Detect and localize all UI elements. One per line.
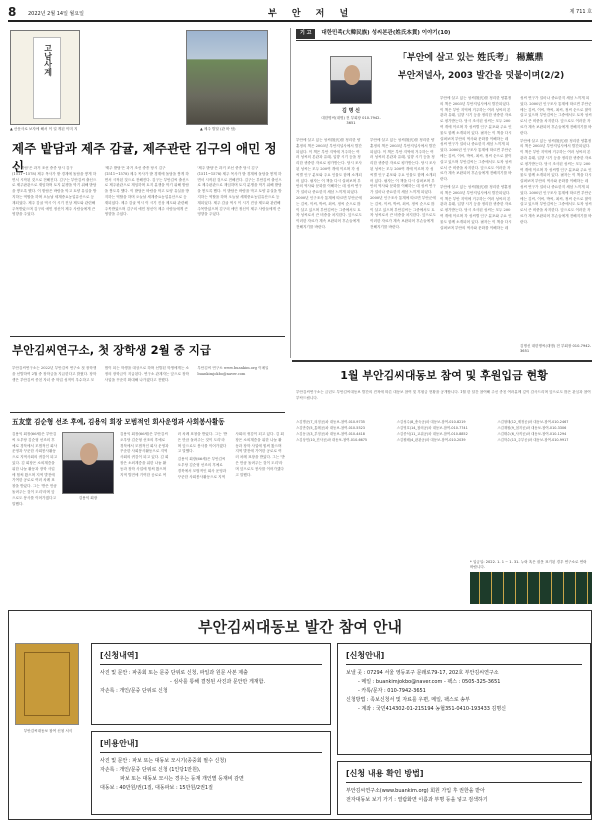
story1-title: 제주 밭담과 제주 감귤, 제주관란 김구의 애민 정신: [12, 141, 277, 175]
list-item: 스김형태(12_제정공)파 대동보-참여-010-2467: [497, 420, 569, 424]
book-title: 고남사계: [43, 44, 54, 76]
issue-date: 2022년 2월 14일 월요일: [28, 11, 85, 17]
column-body-left: 부안에 살고 있는 성씨(姓氏)를 정리한 양훈정의 책은 2003년 부안저널사에서 발간되었다. 이 책은 부안 지역에 거주하는 여러 성씨의 본관과 유래, 입향 시기 등을 정리한 귀중한 자료로 평가받는다. 당시 조사된 성씨는 모두 200여 개에 이르며 각 성씨별 인구 분포와 주요 인물도 함께 소개되어 있다. 필자는 이 책을 다시 살펴보며 부안의 역사와 문화를 이해하는 데 성씨 연구가 얼마나 중요한지 새삼 느끼게 되었다. 2000년 인구조사 통계에 따르면 부안군에는 김씨, 이씨, 박씨, 최씨, 정씨 순으로 많이 살고 있으며 부안김씨는 그중에서도 토착 성씨로서 큰 비중을 차지한다. 앞으로도 이러한 자료가 계속 보완되어 후손들에게 전해지기를 바란다. 부안에 살고 있는 성씨(姓氏)를 정리한 양훈정의 책은 2003년 부안저널사에서 발간되었다. 이 책은 부안 지역에 거주하는 여러 성씨의 본관과 유래, 입향 시기 등을 정리한 귀중한 자료로 평가받는다. 당시 조사된 성씨는 모두 200여 개에 이르며 각 성씨별 인구 분포와 주요 인물도 함께 소개되어 있다. 필자는 이 책을 다시 살펴보며 부안의 역사와 문화를 이해하는 데 성씨 연구가 얼마나 중요한지 새삼 느끼게 되었다. 2000년 인구조사 통계에 따르면 부안군에는 김씨, 이씨, 박씨, 최씨, 정씨 순으로 많이 살고 있으며 부안김씨는 그중에서도 토착 성씨로서 큰 비중을 차지한다. 앞으로도 이러한 자료가 계속 보완되어 후손들에게 전해지기를 바란다.: [296, 138, 436, 229]
divider: [292, 360, 592, 362]
cost-heading: [비용안내]: [100, 738, 322, 753]
ad-title: 부안김씨대동보 발간 참여 안내: [197, 618, 403, 636]
column-title: [398, 52, 588, 83]
photo-caption-1: ▲ 산문사로 보자에 해서 이 얼 게된 이미 지: [10, 127, 78, 131]
column-divider: [290, 28, 291, 358]
list-item: 스김태수(6_사직공)파 대동보-참여-010-1294: [497, 431, 567, 436]
story2-body: 부안김씨연구소는 2022년 부안김씨 연구소 첫 장학생을 선발하여 2월 중 장학금을 지급한다고 밝혔다. 장학생은 부안김씨 종친 자녀 중 학업 성적이 우수하고 모범이 되는 학생을 대상으로 하며 선발된 학생에게는 소정의 장학금이 지급된다. 연구소 관계자는 앞으로 장학 사업을 꾸준히 확대해 나가겠다고 전했다. 부안김씨 연구소 www.buankim.org 이메일 buankimjokbo@naver.com: [12, 366, 269, 382]
column-footer: 김명신 대한명씨(대명) 전 부회장 010-7942-3651: [520, 344, 592, 354]
photo-caption-2: ▲ 제주 발달 (관 바 담): [200, 127, 236, 131]
stone-wall-photo: [186, 30, 268, 125]
list-item: 스김성수(8_충숙공)파 대동보-참여-010-8219: [396, 420, 466, 424]
issue-number: 제 711 호: [569, 9, 592, 16]
list-item: 스김원배(4_판관공)파 대동보-참여-010-2039: [396, 437, 466, 442]
story2-title: 부안김씨연구소, 첫 장학생 2월 중 지급: [12, 343, 212, 357]
column-series: 대한민족(大韓民族) 성씨본관(姓氏本貫) 이야기(10): [321, 30, 451, 37]
author-photo: [330, 56, 372, 104]
donation-intro: 부안김씨연구소는 금년도 부안김씨대동보 발간의 진척에 따른 대동보 참여 및 후원금 현황을 공개합니다. 1월 한 달간 참여해 주신 종친 여러분께 깊이 감사드리며 앞으로도 많은 관심과 참여 부탁드립니다.: [296, 390, 591, 400]
masthead: 부 안 저 널: [268, 9, 355, 19]
donation-title: 1월 부안김씨대동보 참여 및 후원입금 현황: [340, 369, 548, 382]
list-item: 스김학수(13_주부공)파 대동보-참여-010-9917: [497, 437, 569, 442]
list-item: 스김재원(9_첨지공)파 대동보-참여-010-3306: [497, 425, 567, 430]
office-box: [신청안내] 보낼 곳 : 07294 서울 영등포구 문래로79-17, 202호 부안김씨연구소 - 메일 : buankimjokbo@naver.com - 팩스 : 0505-325-3651 - 카톡/문자 : 010-7942-3651 신청방법 : 족보신청서 및 자료를 우편, 메일, 팩스로 송부 - 계좌 : 국민414302-01-215194 농협351-0410-193433 김명신: [337, 643, 591, 755]
column-title-2: 부안저널사, 2003 발간을 덧붙이며(2/2): [398, 71, 565, 82]
story1-body: '제주 밭담'은 과거 조선 중종 당시 김구(1511~1578) 제주 목사가 밭 경계에 돌담을 쌓게 하면서 시작된 것으로 전해진다. 김구는 부안김씨 출신으로 제주판관으로 재임하며 토지 분쟁을 막기 위해 밭담을 쌓도록 했다. 이 밭담은 바람을 막고 토양 유실을 방지하는 역할을 하며 오늘날 세계중요농업유산으로 등재되었다. 제주 감귤 역시 이 시기 진상 제도와 관련해 주목받았으며 김구의 애민 정신이 제주 사람들에게 큰 영향을 주었다. '제주 밭담'은 과거 조선 중종 당시 김구(1511~1578) 제주 목사가 밭 경계에 돌담을 쌓게 하면서 시작된 것으로 전해진다. 김구는 부안김씨 출신으로 제주판관으로 재임하며 토지 분쟁을 막기 위해 밭담을 쌓도록 했다. 이 밭담은 바람을 막고 토양 유실을 방지하는 역할을 하며 오늘날 세계중요농업유산으로 등재되었다. 제주 감귤 역시 이 시기 진상 제도와 관련해 주목받았으며 김구의 애민 정신이 제주 사람들에게 큰 영향을 주었다. '제주 밭담'은 과거 조선 중종 당시 김구(1511~1578) 제주 목사가 밭 경계에 돌담을 쌓게 하면서 시작된 것으로 전해진다. 김구는 부안김씨 출신으로 제주판관으로 재임하며 토지 분쟁을 막기 위해 밭담을 쌓도록 했다. 이 밭담은 바람을 막고 토양 유실을 방지하는 역할을 하며 오늘날 세계중요농업유산으로 등재되었다. 제주 감귤 역시 이 시기 진상 제도와 관련해 주목받았으며 김구의 애민 정신이 제주 사람들에게 큰 영향을 주었다.: [12, 166, 282, 217]
divider: [10, 336, 285, 337]
cost-box: [비용안내] 사진 및 문안 : 파보 또는 대동보 모시기(종중회 필수 신청) 자손록 : 개인/문중 단위로 신청 (1인당1만원), 파보 또는 대동보 모시는 경우는 등재 개인별 등재비 감면 대동보 : 40만원/권(1질, 대동파보 : 15만원/2권1질: [91, 731, 331, 815]
list-item: 스김동규(3_부정공)파 대동보-참여-010-4418: [296, 431, 365, 436]
column-tag: 기 고: [296, 29, 315, 38]
apply-box: [신청내역] 사진 및 문안 : 파종회 또는 문중 단위로 신청, 파일과 원문 사본 제출 - 심사를 통해 결정된 사진과 문안만 게재함. 자손록 : 개인/문중 단위로 신청: [91, 643, 331, 725]
portrait-photo: [62, 432, 114, 494]
story3-body-left: 김용익 회장(66세)은 부안김씨 오우당 김순형 선조의 후예로 경북에서 모범적인 회사 운영과 꾸준한 사회봉사활동으로 지역사회의 귀감이 되고 있다. 김 회장은 소외계층을 위한 나눔 활동과 장학 사업에 힘써 왔으며 지역 발전에 기여한 공로로 여러 차례 표창을 받았다. 그는 '받은 만큼 돌려주는 것이 도리'라며 앞으로도 봉사를 이어가겠다고 말했다.: [12, 432, 58, 506]
apply-heading: [신청내역]: [100, 650, 322, 665]
check-box: [신청 내용 확인 방법] 부안김씨연구소(www.buankim.org) 회원 가입 후 권한을 받아 전자대동보 보기 가기 : 열람화면 이름과 부명 등을 넣고 검색하기: [337, 761, 591, 815]
book-cover-caption: 부안김씨대동보 참여 신청 서식: [23, 729, 73, 733]
story3-body-right: 김용익 회장(66세)은 부안김씨 오우당 김순형 선조의 후예로 경북에서 모범적인 회사 운영과 꾸준한 사회봉사활동으로 지역사회의 귀감이 되고 있다. 김 회장은 소외계층을 위한 나눔 활동과 장학 사업에 힘써 왔으며 지역 발전에 기여한 공로로 여러 차례 표창을 받았다. 그는 '받은 만큼 돌려주는 것이 도리'라며 앞으로도 봉사를 이어가겠다고 말했다. 김용익 회장(66세)은 부안김씨 오우당 김순형 선조의 후예로 경북에서 모범적인 회사 운영과 꾸준한 사회봉사활동으로 지역사회의 귀감이 되고 있다. 김 회장은 소외계층을 위한 나눔 활동과 장학 사업에 힘써 왔으며 지역 발전에 기여한 공로로 여러 차례 표창을 받았다. 그는 '받은 만큼 돌려주는 것이 도리'라며 앞으로도 봉사를 이어가겠다고 말했다.: [120, 432, 285, 479]
check-heading: [신청 내용 확인 방법]: [346, 768, 582, 783]
divider: [10, 412, 285, 413]
list-item: 스김종석(11_교위공)파 대동보-참여-010-8852: [396, 431, 468, 436]
donation-list: [296, 420, 592, 443]
page-header: [8, 6, 592, 22]
list-item: 스김상민(10_진사공)파 대동보-참여-010-6675: [296, 437, 368, 442]
story3-title: 五友堂 김순형 선조 후예, 김용익 회장 모범적인 회사운영과 사회봉사활동: [12, 418, 225, 426]
book-cover: [15, 643, 79, 725]
author-note: 대한명씨(대명) 전 부회장 010-7942-3651: [321, 116, 381, 126]
page-number: 8: [8, 5, 17, 20]
column-header: [296, 28, 592, 41]
donation-note: * 입금일: 2022. 1. 1 ~ 1. 31. 누락 혹은 잘못 표기된 경우 연구소로 연락 바랍니다.: [470, 560, 587, 570]
list-item: 스김병준(7_의정공)파 대동보-참여-010-9735: [296, 420, 365, 424]
author-name: 김 명 신: [342, 108, 360, 114]
book-photo: [10, 30, 80, 125]
portrait-caption: 김용익 회장: [78, 496, 98, 500]
books-photo: [470, 572, 592, 604]
ad-panel: [8, 610, 592, 820]
list-item: 스김영호(14_참의공)파 대동보-참여-010-7741: [396, 425, 468, 430]
list-item: 스김만중(5_통례공)파 대동보-참여-010-5523: [296, 425, 365, 430]
column-body-far: 부안에 살고 있는 성씨(姓氏)를 정리한 양훈정의 책은 2003년 부안저널사에서 발간되었다. 이 책은 부안 지역에 거주하는 여러 성씨의 본관과 유래, 입향 시기 등을 정리한 귀중한 자료로 평가받는다. 당시 조사된 성씨는 모두 200여 개에 이르며 각 성씨별 인구 분포와 주요 인물도 함께 소개되어 있다. 필자는 이 책을 다시 살펴보며 부안의 역사와 문화를 이해하는 데 성씨 연구가 얼마나 중요한지 새삼 느끼게 되었다. 2000년 인구조사 통계에 따르면 부안군에는 김씨, 이씨, 박씨, 최씨, 정씨 순으로 많이 살고 있으며 부안김씨는 그중에서도 토착 성씨로서 큰 비중을 차지한다. 앞으로도 이러한 자료가 계속 보완되어 후손들에게 전해지기를 바란다. 부안에 살고 있는 성씨(姓氏)를 정리한 양훈정의 책은 2003년 부안저널사에서 발간되었다. 이 책은 부안 지역에 거주하는 여러 성씨의 본관과 유래, 입향 시기 등을 정리한 귀중한 자료로 평가받는다. 당시 조사된 성씨는 모두 200여 개에 이르며 각 성씨별 인구 분포와 주요 인물도 함께 소개되어 있다. 필자는 이 책을 다시 살펴보며 부안의 역사와 문화를 이해하는 데 성씨 연구가 얼마나 중요한지 새삼 느끼게 되었다. 2000년 인구조사 통계에 따르면 부안군에는 김씨, 이씨, 박씨, 최씨, 정씨 순으로 많이 살고 있으며 부안김씨는 그중에서도 토착 성씨로서 큰 비중을 차지한다. 앞으로도 이러한 자료가 계속 보완되어 후손들에게 전해지기를 바란다. 부안에 살고 있는 성씨(姓氏)를 정리한 양훈정의 책은 2003년 부안저널사에서 발간되었다. 이 책은 부안 지역에 거주하는 여러 성씨의 본관과 유래, 입향 시기 등을 정리한 귀중한 자료로 평가받는다. 당시 조사된 성씨는 모두 200여 개에 이르며 각 성씨별 인구 분포와 주요 인물도 함께 소개되어 있다. 필자는 이 책을 다시 살펴보며 부안의 역사와 문화를 이해하는 데 성씨 연구가 얼마나 중요한지 새삼 느끼게 되었다. 2000년 인구조사 통계에 따르면 부안군에는 김씨, 이씨, 박씨, 최씨, 정씨 순으로 많이 살고 있으며 부안김씨는 그중에서도 토착 성씨로서 큰 비중을 차지한다. 앞으로도 이러한 자료가 계속 보완되어 후손들에게 전해지기를 바란다.: [440, 96, 592, 230]
column-title-1: 「부안에 살고 있는 姓氏考」 楊薰鼎: [398, 53, 544, 63]
office-heading: [신청안내]: [346, 650, 582, 665]
